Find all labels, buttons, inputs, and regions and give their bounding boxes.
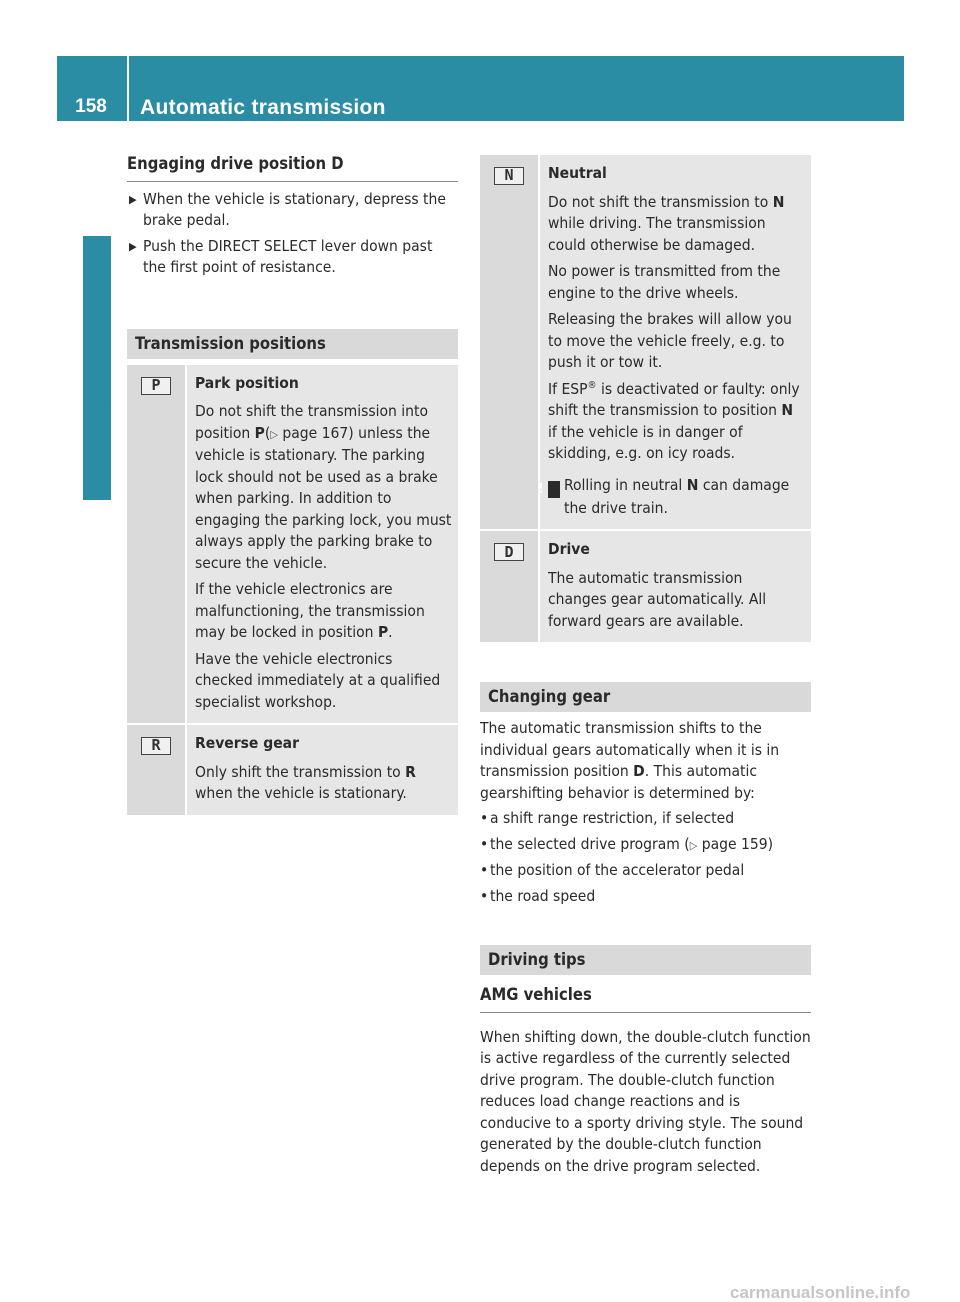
driving-tips-heading: Driving tips <box>480 945 811 975</box>
reverse-title: Reverse gear <box>195 734 299 752</box>
amg-paragraph: When shifting down, the double-clutch function is active regardless of the currently selected drive program. The double-clutch function reduces load change reactions and is conducive to a sporty driving style. The sound generated by the double-clutch function depends on the drive program selected. <box>480 1027 811 1175</box>
neutral-paragraph: If ESP® is deactivated or faulty: only shift the transmission to position N if the vehicle is in danger of skidding, e.g. on icy roads. <box>548 379 800 462</box>
left-column <box>127 153 458 817</box>
reverse-paragraph: Only shift the transmission to R when the vehicle is stationary. <box>195 762 416 802</box>
instruction-step: ▶ When the vehicle is stationary, depress the brake pedal. <box>129 189 446 229</box>
engage-steps <box>127 189 458 279</box>
park-paragraph: Do not shift the transmission into position P(▷ page 167) unless the vehicle is stationary. The parking lock should not be used as a brake when parking. In addition to engaging the parking lock, you must always apply the parking brake to secure the vehicle. <box>195 402 452 572</box>
position-row-neutral <box>480 155 811 531</box>
neutral-paragraph: Do not shift the transmission to N while driving. The transmission could otherwise be damaged. <box>548 192 785 254</box>
park-key-icon: P <box>141 377 171 395</box>
page-reference: page 167 <box>282 423 349 442</box>
page-title: Automatic transmission <box>140 95 386 119</box>
gear-conditions-list <box>480 808 811 907</box>
list-item: • the position of the accelerator pedal <box>480 861 745 880</box>
watermark: carmanualsonline.info <box>730 1283 911 1302</box>
instruction-step: ▶ Push the DIRECT SELECT lever down past the first point of resistance. <box>129 236 433 276</box>
park-paragraph: If the vehicle electronics are malfunctioning, the transmission may be locked in position P. <box>195 580 425 641</box>
list-item: • a shift range restriction, if selected <box>480 809 735 828</box>
positions-table-right <box>480 155 811 644</box>
right-column <box>480 155 811 1177</box>
page-header <box>57 56 904 121</box>
warning-icon: ! <box>548 481 560 498</box>
neutral-title: Neutral <box>548 164 607 182</box>
page-ref-icon: ▷ <box>689 838 698 852</box>
position-row-drive <box>480 531 811 644</box>
position-row-park <box>127 365 458 726</box>
park-title: Park position <box>195 373 299 392</box>
list-item: • the selected drive program (▷ page 159) <box>480 834 774 853</box>
changing-gear-intro: The automatic transmission shifts to the individual gears automatically when it is in transmission position D. This automatic gearshifting behavior is determined by: <box>480 719 780 802</box>
list-item: • the road speed <box>480 886 596 905</box>
drive-paragraph: The automatic transmission changes gear automatically. All forward gears are available. <box>548 568 767 630</box>
neutral-paragraph: No power is transmitted from the engine to the drive wheels. <box>548 262 781 302</box>
neutral-paragraph: Releasing the brakes will allow you to move the vehicle freely, e.g. to push it or tow it. <box>548 310 792 371</box>
transmission-positions-heading: Transmission positions <box>127 329 458 359</box>
neutral-key-icon: N <box>494 167 524 185</box>
arrow-icon: ▶ <box>129 239 137 253</box>
page-reference: page 159 <box>701 834 768 853</box>
park-paragraph: Have the vehicle electronics checked immediately at a qualified specialist workshop. <box>195 649 441 711</box>
drive-title: Drive <box>548 540 590 559</box>
position-row-reverse <box>127 725 458 817</box>
drive-key-icon: D <box>494 543 524 561</box>
changing-gear-heading: Changing gear <box>480 682 811 712</box>
warning-note: ! Rolling in neutral N can damage the drive train. <box>538 475 790 517</box>
reverse-key-icon: R <box>141 737 171 755</box>
side-tab-label: Driving and parking <box>84 264 110 480</box>
header-divider <box>127 56 129 121</box>
amg-vehicles-heading: AMG vehicles <box>480 984 811 1013</box>
arrow-icon: ▶ <box>129 192 137 206</box>
engage-heading: Engaging drive position D <box>127 153 458 182</box>
page-ref-icon: ▷ <box>270 427 278 441</box>
page-number: 158 <box>75 95 107 117</box>
positions-table-left <box>127 365 458 817</box>
